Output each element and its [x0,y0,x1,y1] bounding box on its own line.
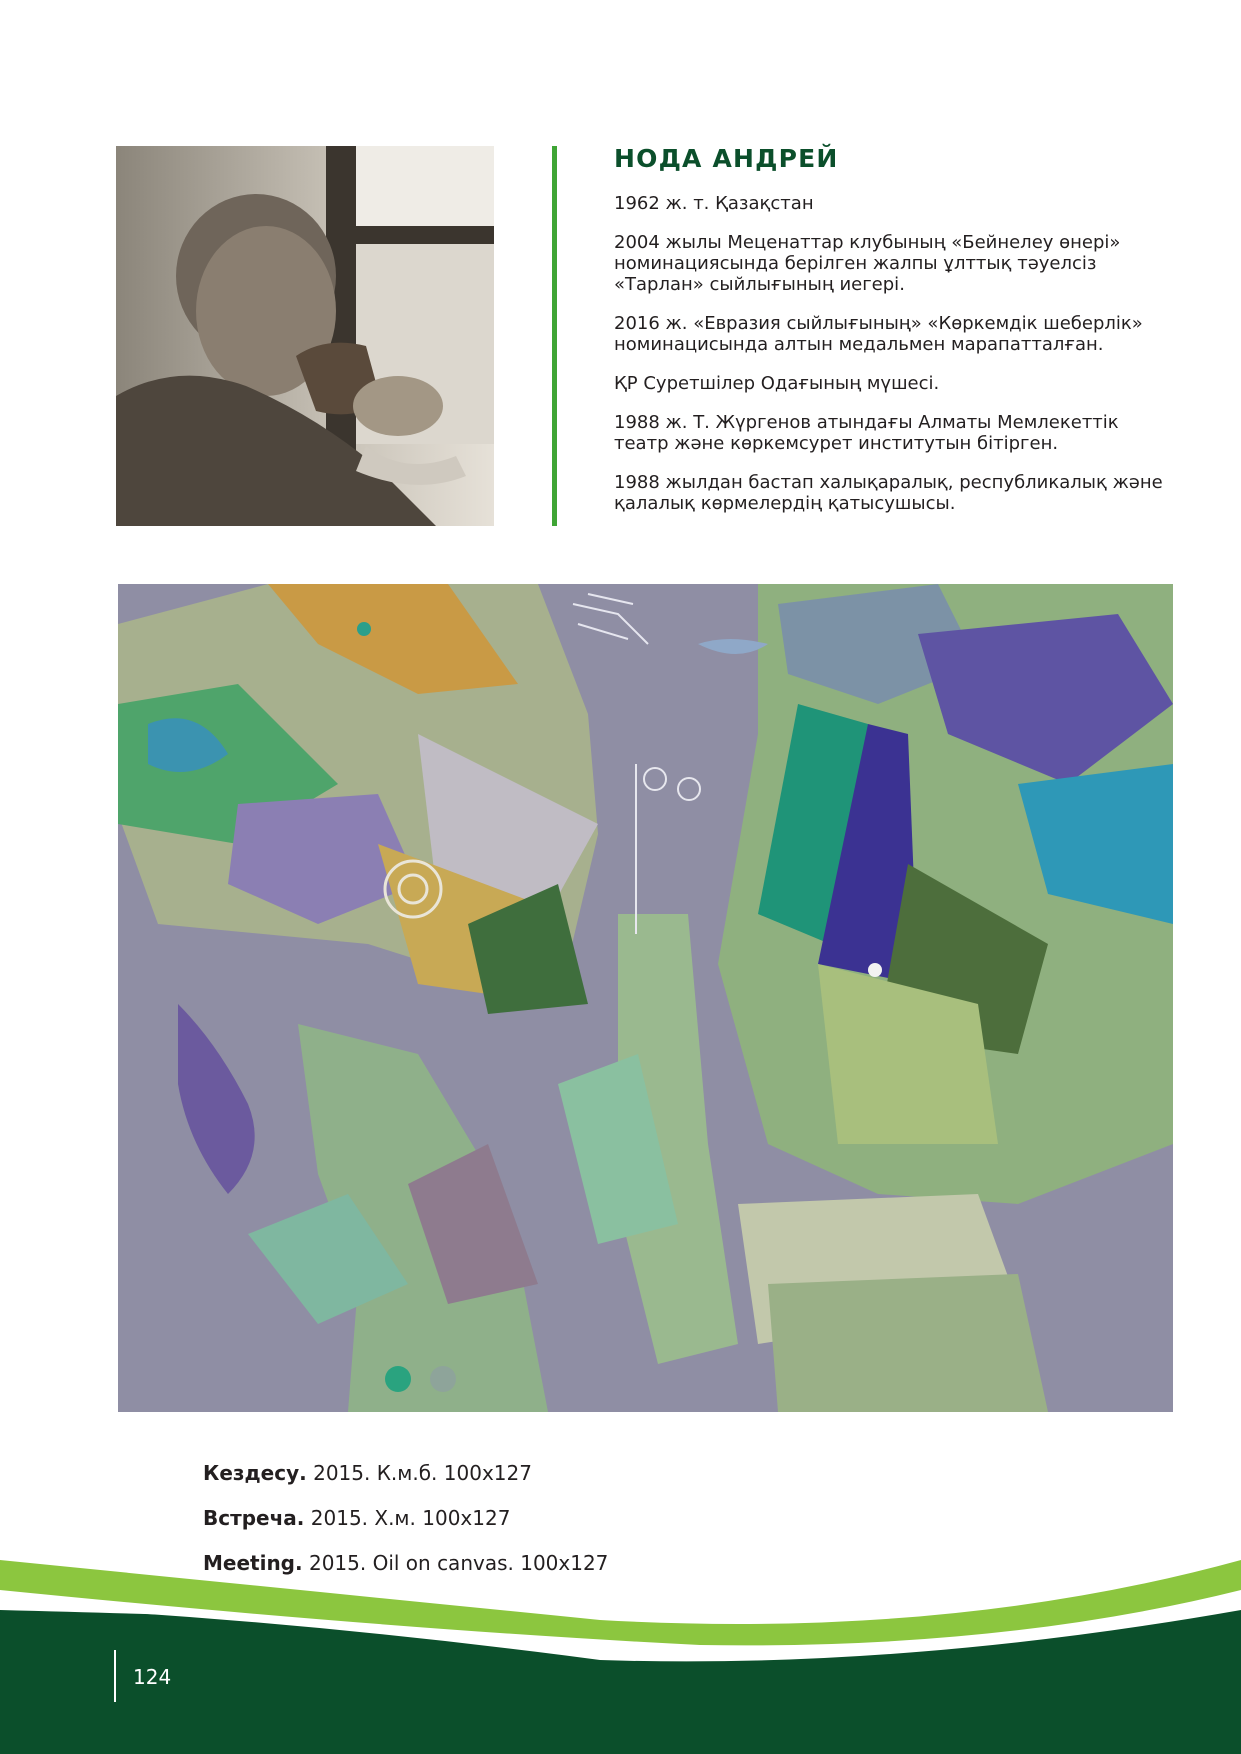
page-number-bar [114,1650,116,1702]
bio-award-eurasia: 2016 ж. «Евразия сыйлығының» «Көркемдік шеберлік» номинацисында алтын медальмен марапатталған. [614,313,1143,355]
bio-birth: 1962 ж. т. Қазақстан [614,193,814,214]
footer-wave-decoration [0,1560,1241,1754]
artist-portrait-photo [116,146,494,526]
artist-name: НОДА АНДРЕЙ [614,144,839,173]
bio-exhibitions: 1988 жылдан бастап халықаралық, республикалық және қалалық көрмелердің қатысушысы. [614,472,1163,514]
caption-english: Meeting. 2015. Oil on canvas. 100x127 [203,1551,609,1575]
painting-image [118,584,1173,1412]
artist-bio-block [614,144,1174,532]
bio-award-tarlan: 2004 жылы Меценаттар клубының «Бейнелеу өнері» номинациясында берілген жалпы ұлттық тәуелсіз «Тарлан» сыйлығының иегері. [614,232,1121,295]
vertical-divider [552,146,557,526]
caption-kazakh: Кездесу. 2015. К.м.б. 100x127 [203,1461,532,1485]
bio-union-member: ҚР Суретшілер Одағының мүшесі. [614,373,940,394]
caption-russian: Встреча. 2015. Х.м. 100x127 [203,1506,511,1530]
page-number: 124 [133,1665,172,1689]
bio-education: 1988 ж. Т. Жүргенов атындағы Алматы Мемлекеттік театр және көркемсурет институтын бітірген. [614,412,1119,454]
